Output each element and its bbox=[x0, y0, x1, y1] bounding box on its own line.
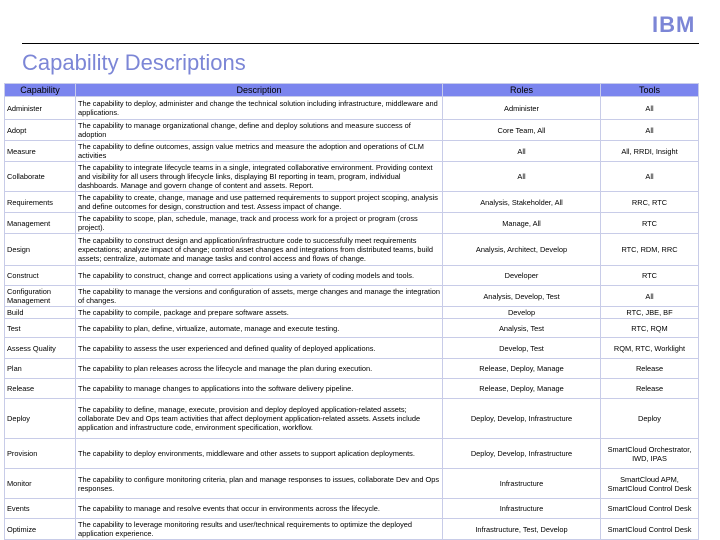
capability-cell: Events bbox=[5, 499, 76, 519]
description-cell: The capability to plan releases across the lifecycle and manage the plan during execution. bbox=[76, 359, 443, 379]
description-cell: The capability to deploy environments, middleware and other assets to support aplication deployments. bbox=[76, 439, 443, 469]
tools-cell: RTC, RDM, RRC bbox=[601, 234, 699, 266]
table-row bbox=[5, 97, 699, 120]
tools-cell: All bbox=[601, 162, 699, 192]
roles-cell: All bbox=[443, 141, 601, 162]
roles-cell: Analysis, Stakeholder, All bbox=[443, 192, 601, 213]
description-cell: The capability to scope, plan, schedule, manage, track and process work for a project or program (cross project). bbox=[76, 213, 443, 234]
capability-cell: Requirements bbox=[5, 192, 76, 213]
description-cell: The capability to manage changes to applications into the software delivery pipeline. bbox=[76, 379, 443, 399]
table-row bbox=[5, 359, 699, 379]
table-row bbox=[5, 286, 699, 307]
capability-cell: Optimize bbox=[5, 519, 76, 540]
roles-cell: Deploy, Develop, Infrastructure bbox=[443, 399, 601, 439]
table-row bbox=[5, 319, 699, 338]
table-row bbox=[5, 439, 699, 469]
capability-cell: Adopt bbox=[5, 120, 76, 141]
table-row bbox=[5, 162, 699, 192]
tools-cell: RTC bbox=[601, 213, 699, 234]
roles-cell: Infrastructure bbox=[443, 499, 601, 519]
description-cell: The capability to manage the versions and configuration of assets, merge changes and manage the integration of changes. bbox=[76, 286, 443, 307]
table-row bbox=[5, 213, 699, 234]
tools-cell: All bbox=[601, 286, 699, 307]
table-row bbox=[5, 120, 699, 141]
column-header-capability: Capability bbox=[5, 84, 76, 97]
tools-cell: All bbox=[601, 120, 699, 141]
tools-cell: RTC bbox=[601, 266, 699, 286]
description-cell: The capability to integrate lifecycle teams in a single, integrated collaborative environment. Providing context and visibility for all users through lifecycle links, displaying BI reporting in team, program, individual dashboards. Manage and govern change of content and assets. Report. bbox=[76, 162, 443, 192]
table-row bbox=[5, 266, 699, 286]
tools-cell: All bbox=[601, 97, 699, 120]
table-header-row bbox=[5, 84, 699, 97]
capability-cell: Construct bbox=[5, 266, 76, 286]
capability-cell: Administer bbox=[5, 97, 76, 120]
roles-cell: All bbox=[443, 162, 601, 192]
capability-cell: Plan bbox=[5, 359, 76, 379]
capability-cell: Build bbox=[5, 307, 76, 319]
table-row bbox=[5, 519, 699, 540]
capability-cell: Deploy bbox=[5, 399, 76, 439]
capability-cell: Configuration Management bbox=[5, 286, 76, 307]
capability-table bbox=[4, 83, 699, 540]
tools-cell: RTC, JBE, BF bbox=[601, 307, 699, 319]
capability-cell: Release bbox=[5, 379, 76, 399]
capability-cell: Test bbox=[5, 319, 76, 338]
capability-cell: Monitor bbox=[5, 469, 76, 499]
tools-cell: Deploy bbox=[601, 399, 699, 439]
table-row bbox=[5, 499, 699, 519]
table-row bbox=[5, 141, 699, 162]
roles-cell: Administer bbox=[443, 97, 601, 120]
tools-cell: SmartCloud APM, SmartCloud Control Desk bbox=[601, 469, 699, 499]
table-row bbox=[5, 234, 699, 266]
table-row bbox=[5, 379, 699, 399]
capability-cell: Management bbox=[5, 213, 76, 234]
description-cell: The capability to plan, define, virtualize, automate, manage and execute testing. bbox=[76, 319, 443, 338]
capability-cell: Design bbox=[5, 234, 76, 266]
description-cell: The capability to manage and resolve events that occur in environments across the lifecycle. bbox=[76, 499, 443, 519]
roles-cell: Develop, Test bbox=[443, 338, 601, 359]
tools-cell: Release bbox=[601, 379, 699, 399]
roles-cell: Infrastructure bbox=[443, 469, 601, 499]
ibm-logo: IBM bbox=[652, 14, 698, 36]
column-header-description: Description bbox=[76, 84, 443, 97]
table-row bbox=[5, 338, 699, 359]
header-divider bbox=[22, 43, 699, 44]
roles-cell: Release, Deploy, Manage bbox=[443, 359, 601, 379]
roles-cell: Developer bbox=[443, 266, 601, 286]
description-cell: The capability to deploy, administer and change the technical solution including infrastructure, middleware and applications. bbox=[76, 97, 443, 120]
capability-cell: Collaborate bbox=[5, 162, 76, 192]
description-cell: The capability to construct design and application/infrastructure code to successfully meet requirements expectations; analyze impact of change; control asset changes and integrations from distributed teams, build assets; centralize, automate and manage tasks and control access and flows of change. bbox=[76, 234, 443, 266]
tools-cell: SmartCloud Control Desk bbox=[601, 519, 699, 540]
tools-cell: RQM, RTC, Worklight bbox=[601, 338, 699, 359]
roles-cell: Release, Deploy, Manage bbox=[443, 379, 601, 399]
roles-cell: Infrastructure, Test, Develop bbox=[443, 519, 601, 540]
roles-cell: Analysis, Architect, Develop bbox=[443, 234, 601, 266]
description-cell: The capability to leverage monitoring results and user/technical requirements to optimize the deployed application experience. bbox=[76, 519, 443, 540]
roles-cell: Core Team, All bbox=[443, 120, 601, 141]
table-row bbox=[5, 399, 699, 439]
description-cell: The capability to manage organizational change, define and deploy solutions and measure success of adoption bbox=[76, 120, 443, 141]
roles-cell: Develop bbox=[443, 307, 601, 319]
roles-cell: Deploy, Develop, Infrastructure bbox=[443, 439, 601, 469]
roles-cell: Manage, All bbox=[443, 213, 601, 234]
capability-cell: Assess Quality bbox=[5, 338, 76, 359]
capability-cell: Measure bbox=[5, 141, 76, 162]
tools-cell: SmartCloud Orchestrator, IWD, IPAS bbox=[601, 439, 699, 469]
tools-cell: RRC, RTC bbox=[601, 192, 699, 213]
roles-cell: Analysis, Test bbox=[443, 319, 601, 338]
tools-cell: All, RRDI, Insight bbox=[601, 141, 699, 162]
table-row bbox=[5, 192, 699, 213]
description-cell: The capability to construct, change and correct applications using a variety of coding models and tools. bbox=[76, 266, 443, 286]
capability-cell: Provision bbox=[5, 439, 76, 469]
tools-cell: Release bbox=[601, 359, 699, 379]
tools-cell: RTC, RQM bbox=[601, 319, 699, 338]
description-cell: The capability to compile, package and prepare software assets. bbox=[76, 307, 443, 319]
description-cell: The capability to define, manage, execute, provision and deploy deployed application-related assets; collaborate Dev and Ops team activities that affect deployment application-related assets. Assets include application and infrastructure code, environment specification, workflow. bbox=[76, 399, 443, 439]
column-header-roles: Roles bbox=[443, 84, 601, 97]
page-title: Capability Descriptions bbox=[22, 50, 246, 75]
description-cell: The capability to define outcomes, assign value metrics and measure the adoption and operations of CLM activities bbox=[76, 141, 443, 162]
description-cell: The capability to assess the user experienced and defined quality of deployed applications. bbox=[76, 338, 443, 359]
roles-cell: Analysis, Develop, Test bbox=[443, 286, 601, 307]
description-cell: The capability to configure monitoring criteria, plan and manage responses to issues, collaborate Dev and Ops responses. bbox=[76, 469, 443, 499]
description-cell: The capability to create, change, manage and use patterned requirements to support project scoping, analysis and define outcomes for design, construction and test. Assess impact of change. bbox=[76, 192, 443, 213]
table-row bbox=[5, 307, 699, 319]
table-row bbox=[5, 469, 699, 499]
tools-cell: SmartCloud Control Desk bbox=[601, 499, 699, 519]
column-header-tools: Tools bbox=[601, 84, 699, 97]
